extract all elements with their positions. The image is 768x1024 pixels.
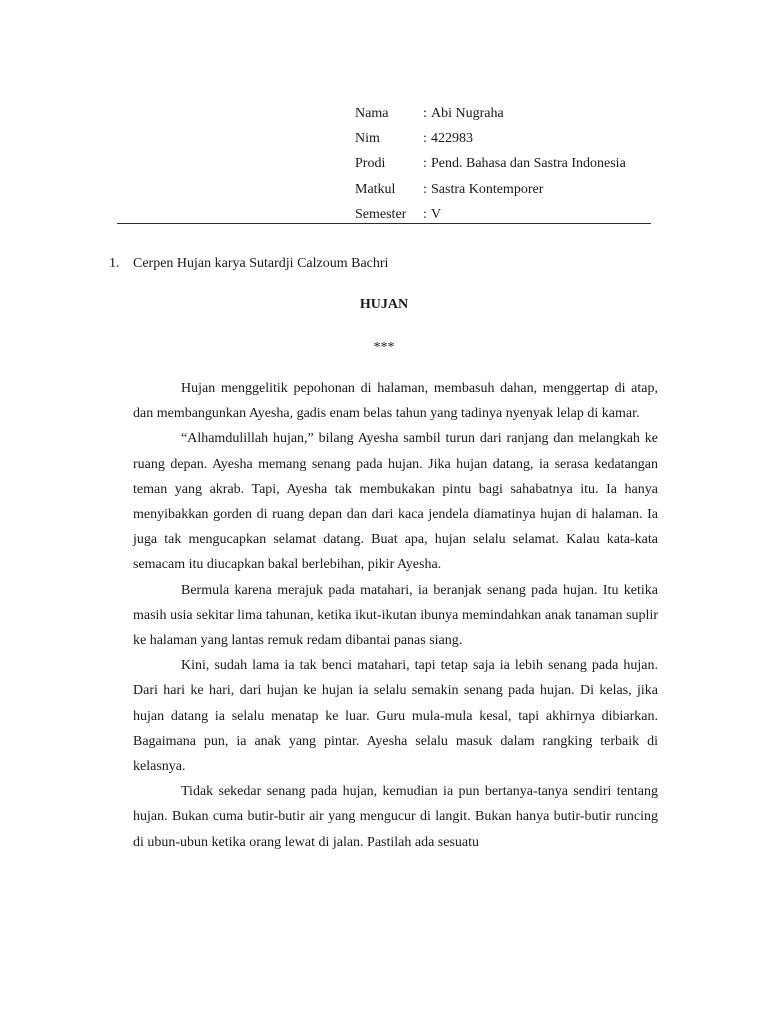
paragraph: Tidak sekedar senang pada hujan, kemudian ia pun bertanya-tanya sendiri tentang hujan. Bukan cuma butir-butir air yang mengucur di langit. Bukan hanya butir-butir runcing di ubun-ubun ketika orang lewat di jalan. Pastilah ada sesuatu xyxy=(133,784,658,850)
section-separator: *** xyxy=(373,340,395,355)
info-row-nama xyxy=(355,101,626,126)
info-value: V xyxy=(431,206,442,222)
info-value: Pend. Bahasa dan Sastra Indonesia xyxy=(431,156,626,172)
info-colon: : xyxy=(423,206,427,222)
paragraph: “Alhamdulillah hujan,” bilang Ayesha sambil turun dari ranjang dan melangkah ke ruang depan. Ayesha memang senang pada hujan. Jika hujan datang, ia serasa kedatangan teman yang akrab. Tapi, Ayesha tak membukakan pintu bagi sahabatnya itu. Ia hanya menyibakkan gorden di ruang depan dan dari kaca jendela diamatinya hujan di halaman. Ia juga tak mengucapkan selamat datang. Buat apa, hujan selalu selamat. Kalau kata-kata semacam itu diucapkan bakal berlebihan, pikir Ayesha. xyxy=(133,431,658,573)
info-label: Nama xyxy=(355,106,389,121)
paragraph: Hujan menggelitik pepohonan di halaman, membasuh dahan, menggertap di atap, dan membangunkan Ayesha, gadis enam belas tahun yang tadinya nyenyak lelap di kamar. xyxy=(133,381,658,422)
info-row-matkul xyxy=(355,177,626,202)
info-label: Nim xyxy=(355,131,380,147)
info-row-prodi xyxy=(355,151,626,176)
paragraph: Kini, sudah lama ia tak benci matahari, tapi tetap saja ia lebih senang pada hujan. Dari hari ke hari, dari hujan ke hujan ia selalu semakin senang pada hujan. Di kelas, jika hujan datang ia selalu menatap ke luar. Guru mula-mula kesal, tapi akhirnya dibiarkan. Bagaimana pun, ia anak yang pintar. Ayesha selalu masuk dalam rangking terbaik di kelasnya. xyxy=(133,658,658,775)
list-number: 1. xyxy=(109,256,120,271)
info-label: Prodi xyxy=(355,156,386,172)
student-info-table xyxy=(355,101,626,227)
story-body xyxy=(133,376,658,855)
info-label: Semester xyxy=(355,206,407,222)
info-row-nim xyxy=(355,126,626,151)
info-value: 422983 xyxy=(431,131,473,147)
header-divider xyxy=(117,223,651,224)
info-colon: : xyxy=(423,131,427,147)
info-colon: : xyxy=(423,156,427,172)
paragraph: Bermula karena merajuk pada matahari, ia beranjak senang pada hujan. Itu ketika masih usia sekitar lima tahunan, ketika ikut-ikutan ibunya memindahkan anak tanaman suplir ke halaman yang lantas remuk redam dibantai panas siang. xyxy=(133,582,658,649)
numbered-list-item xyxy=(109,254,388,274)
info-value: Sastra Kontemporer xyxy=(431,181,544,197)
story-title: HUJAN xyxy=(359,297,409,312)
info-value: Abi Nugraha xyxy=(431,106,504,121)
info-colon: : xyxy=(423,181,427,197)
list-item-text: Cerpen Hujan karya Sutardji Calzoum Bachri xyxy=(133,256,389,271)
info-colon: : xyxy=(423,106,427,121)
info-label: Matkul xyxy=(355,181,396,197)
